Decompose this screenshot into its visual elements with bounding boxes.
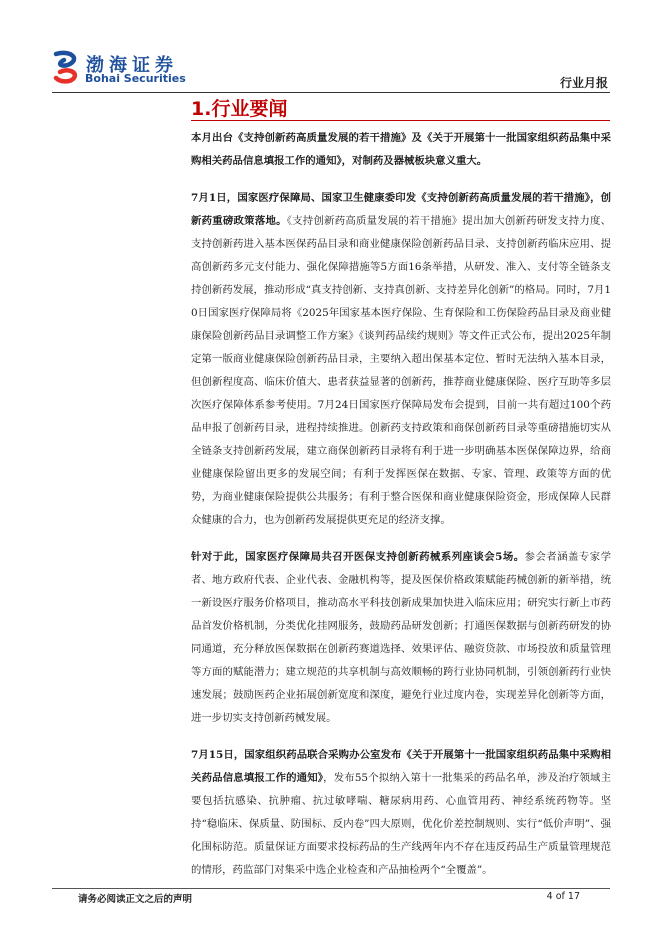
- paragraph-text: ，发布55个拟纳入第十一批集采的药品名单，涉及治疗领域主要包括抗感染、抗肿瘤、抗过敏哮喘、糖尿病用药、心血管用药、神经系统药物等。坚持“稳临床、保质量、防围标、反内卷”四大原则，优化价差控制规则、实行“低价声明”、强化围标防范。质量保证方面要求投标药品的生产线两年内不存在违反药品生产质量管理规范的情形，药监部门对集采中选企业检查和产品抽检两个“全覆盖”。: [191, 772, 611, 876]
- paragraph-bold-lead: 7月1日，国家医疗保障局、国家卫生健康委印发《支持创新药高质量发展的若干措施》，创新药重磅政策落地。: [191, 192, 611, 227]
- bohai-securities-logo: [52, 50, 192, 90]
- paragraph-bold-lead: 针对于此，国家医疗保障局共召开医保支持创新药械系列座谈会5场。: [191, 551, 525, 563]
- paragraph-text: 《支持创新药高质量发展的若干措施》提出加大创新药研发支持力度、支持创新药进入基本医保药品目录和商业健康保险创新药品目录、支持创新药临床应用、提高创新药多元支付能力、强化保障措施等5方面16条举措，从研发、准入、支付等全链条支持创新药发展，推动形成“真支持创新、支持真创新、支持差异化创新”的格局。同时，7月10日国家医疗保障局将《2025年国家基本医疗保险、生育保险和工伤保险药品目录及商业健康保险创新药品目录调整工作方案》《谈判药品续约规则》等文件正式公布，提出2025年制定第一版商业健康保险创新药品目录，主要纳入超出保基本定位、暂时无法纳入基本目录，但创新程度高、临床价值大、患者获益显著的创新药，推荐商业健康保险、医疗互助等多层次医疗保障体系参考使用。7月24日国家医疗保障局发布会提到，目前一共有超过100个药品申报了创新药目录，进程持续推进。创新药支持政策和商保创新药目录等重磅措施切实从全链条支持创新药发展，建立商保创新药目录将有利于进一步明确基本医保保障边界，给商业健康保险留出更多的发展空间；有利于发挥医保在数据、专家、管理、政策等方面的优势，为商业健康保险提供公共服务；有利于整合医保和商业健康保险资金，形成保障人民群众健康的合力，也为创新药发展提供更充足的经济支撑。: [191, 215, 612, 526]
- header-divider: [52, 92, 610, 93]
- section-title-underline: [191, 120, 610, 121]
- footer-disclaimer: 请务必阅读正文之后的声明: [78, 894, 193, 905]
- page-number: 4 of 17: [546, 891, 580, 902]
- paragraph-symposium: [191, 546, 611, 730]
- paragraph-text: 参会者涵盖专家学者、地方政府代表、企业代表、金融机构等，提及医保价格政策赋能药械创新的新举措，统一新设医疗服务价格项目，推动高水平科技创新成果加快进入临床应用；研究实行新上市药品首发价格机制，分类优化挂网服务，鼓励药品研发创新；打通医保数据与创新药研发的协同通道，充分释放医保数据在创新药赛道选择、效果评估、融资贷款、市场投放和质量管理等方面的赋能潜力；建立规范的共享机制与高效顺畅的跨行业协同机制，引领创新药行业快速发展；鼓励医药企业拓展创新宽度和深度，避免行业过度内卷，实现差异化创新等方面，进一步切实支持创新药械发展。: [191, 551, 612, 724]
- section-title: 1.行业要闻: [191, 98, 288, 120]
- paragraph-innovative-drug-policy: [191, 187, 611, 532]
- paragraph-bold-lead: 本月出台《支持创新药高质量发展的若干措施》及《关于开展第十一批国家组织药品集中采购相关药品信息填报工作的通知》，对制药及器械板块意义重大。: [191, 132, 611, 167]
- paragraph-summary: [191, 127, 611, 173]
- logo-text-en: Bohai Securities: [85, 72, 186, 85]
- report-type-label: 行业月报: [559, 76, 608, 90]
- paragraph-centralized-procurement: [191, 744, 611, 882]
- article-body: [191, 127, 611, 896]
- logo-text-cn: 渤海证券: [86, 55, 178, 76]
- paragraph-bold-lead: 7月15日，国家组织药品联合采购办公室发布《关于开展第十一批国家组织药品集中采购相关药品信息填报工作的通知》: [191, 749, 611, 784]
- footer-divider: [52, 888, 610, 889]
- bohai-logo-icon: [52, 50, 82, 84]
